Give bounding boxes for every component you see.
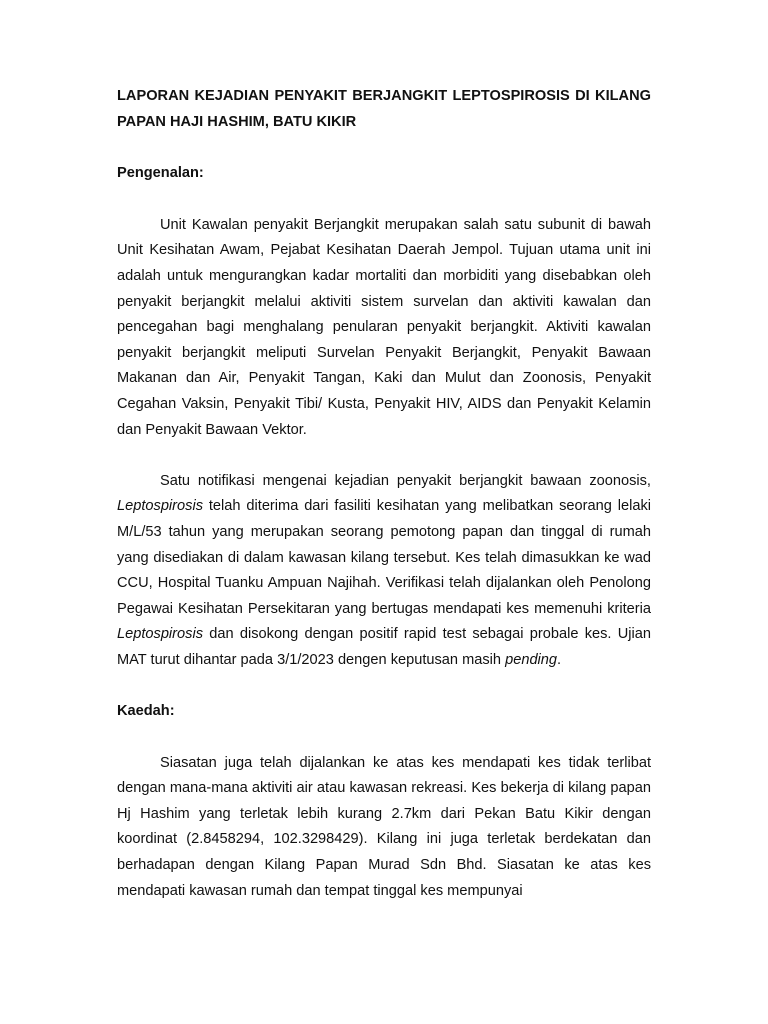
paragraph-pengenalan-1: Unit Kawalan penyakit Berjangkit merupakan salah satu subunit di bawah Unit Kesihatan Awam, Pejabat Kesihatan Daerah Jempol. Tujuan utama unit ini adalah untuk mengurangkan kadar mortaliti dan morbiditi yang disebabkan oleh penyakit berjangkit melalui aktiviti sistem survelan dan aktiviti kawalan dan pencegahan bagi menghalang penularan penyakit berjangkit. Aktiviti kawalan penyakit berjangkit meliputi Survelan Penyakit Berjangkit, Penyakit Bawaan Makanan dan Air, Penyakit Tangan, Kaki dan Mulut dan Zoonosis, Penyakit Cegahan Vaksin, Penyakit Tibi/ Kusta, Penyakit HIV, AIDS dan Penyakit Kelamin dan Penyakit Bawaan Vektor. — [117, 216, 651, 438]
italic-term: Leptospirosis — [117, 626, 203, 643]
document-page — [117, 84, 651, 904]
paragraph-text: Satu notifikasi mengenai kejadian penyakit berjangkit bawaan zoonosis, — [160, 472, 651, 489]
paragraph-text: telah diterima dari fasiliti kesihatan yang melibatkan seorang lelaki M/L/53 tahun yang merupakan seorang pemotong papan dan tinggal di rumah yang disediakan di dalam kawasan kilang tersebut. Kes telah dimasukkan ke wad CCU, Hospital Tuanku Ampuan Najihah. Verifikasi telah dijalankan oleh Penolong Pegawai Kesihatan Persekitaran yang bertugas mendapati kes memenuhi kriteria — [117, 498, 651, 617]
paragraph-text: . — [557, 651, 562, 668]
italic-term: pending — [505, 651, 558, 668]
section-heading-kaedah: Kaedah: — [117, 703, 175, 720]
paragraph-pengenalan-2 — [117, 469, 651, 674]
section-heading-pengenalan: Pengenalan: — [117, 165, 204, 182]
paragraph-kaedah-1: Siasatan juga telah dijalankan ke atas kes mendapati kes tidak terlibat dengan mana-mana aktiviti air atau kawasan rekreasi. Kes bekerja di kilang papan Hj Hashim yang terletak lebih kurang 2.7km dari Pekan Batu Kikir dengan koordinat (2.8458294, 102.3298429). Kilang ini juga terletak berdekatan dan berhadapan dengan Kilang Papan Murad Sdn Bhd. Siasatan ke atas kes mendapati kawasan rumah dan tempat tinggal kes mempunyai — [117, 754, 651, 899]
paragraph-text: dan disokong dengan positif rapid test sebagai probale kes. Ujian MAT turut dihantar pada 3/1/2023 dengen keputusan masih — [117, 626, 651, 668]
italic-term: Leptospirosis — [117, 498, 203, 515]
document-title: LAPORAN KEJADIAN PENYAKIT BERJANGKIT LEPTOSPIROSIS DI KILANG PAPAN HAJI HASHIM, BATU KIKIR — [117, 88, 651, 130]
